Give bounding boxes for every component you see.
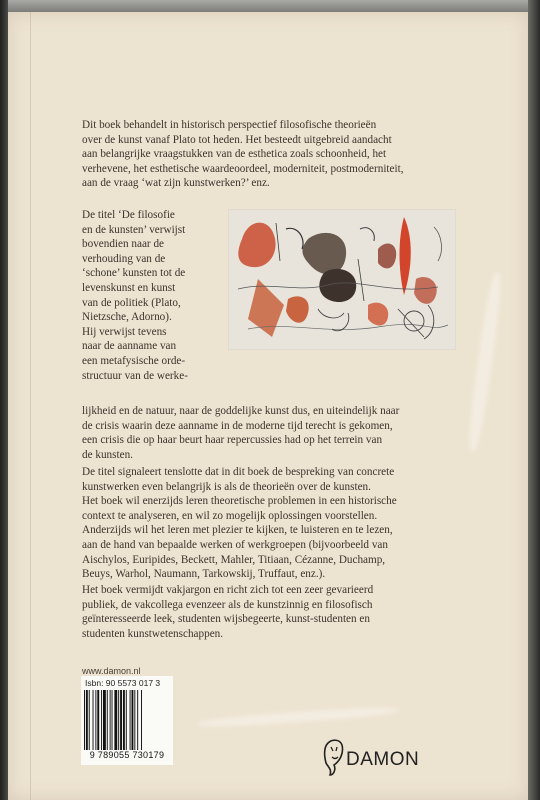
description-paragraph-2-narrow [82, 208, 222, 383]
isbn-number: Isbn: 90 5573 017 3 [85, 678, 161, 688]
text-line: kunstwerken even belangrijk is als de theorieën over de kunsten. [82, 480, 371, 493]
barcode-bar [112, 690, 113, 750]
barcode-label [81, 676, 173, 765]
barcode-bar [89, 690, 90, 750]
barcode-bar [130, 690, 131, 750]
book-right-edge [528, 0, 540, 800]
text-line: structuur van de werke- [82, 369, 188, 382]
text-line: verhevene, het esthetische waardeoordeel, moderniteit, postmoderniteit, [82, 162, 404, 175]
text-line: Anderzijds wil het leren met plezier te kijken, te luisteren en te lezen, [82, 524, 393, 537]
text-line: Aischylos, Euripides, Beckett, Mahler, Titiaan, Cézanne, Duchamp, [82, 553, 386, 566]
text-line: aan belangrijke vraagstukken van de esthetica zoals schoonheid, het [82, 148, 387, 161]
text-line: de crisis waarin deze aanname in de moderne tijd terecht is gekomen, [82, 419, 393, 432]
text-line: ‘schone’ kunsten tot de [82, 267, 186, 280]
text-line: context te analyseren, en wil zo mogelijk oplossingen voorstellen. [82, 509, 378, 522]
text-line: lijkheid en de natuur, naar de goddelijke kunst dus, en uiteindelijk naar [82, 405, 400, 417]
barcode-digits: 9 789055 730179 [89, 750, 165, 760]
spine-crease [30, 12, 31, 800]
barcode-bar [137, 690, 138, 750]
barcode-bar [141, 690, 142, 750]
barcode-bar [114, 690, 117, 750]
barcode-bar [120, 690, 122, 750]
text-line: levenskunst en kunst [82, 281, 176, 294]
text-line: geïnteresseerde leek, studenten wijsbegeerte, kunst-studenten en [82, 613, 370, 626]
text-line: over de kunst vanaf Plato tot heden. Het besteedt uitgebreid aandacht [82, 133, 392, 146]
damon-mask-icon [322, 737, 348, 777]
barcode-bar [95, 690, 96, 750]
description-paragraph-1 [82, 118, 472, 191]
barcode-bar [118, 690, 119, 750]
barcode-bar [134, 690, 135, 750]
text-line: naar de aanname van [82, 340, 177, 353]
barcode-image [83, 690, 171, 750]
cover-artwork-painting [228, 209, 456, 350]
shrinkwrap-glare [198, 705, 398, 729]
text-line: de kunsten. [82, 448, 133, 461]
text-line: een metafysische orde- [82, 354, 186, 367]
text-line: studenten kunstwetenschappen. [82, 627, 224, 640]
text-line: publiek, de vakcollega evenzeer als de kunstzinnig en filosofisch [82, 598, 373, 611]
text-line: en de kunsten’ verwijst [82, 223, 186, 236]
text-line: De titel signaleert tenslotte dat in dit boek de bespreking van concrete [82, 466, 395, 478]
publisher-logo [322, 737, 432, 777]
text-line: bovendien naar de [82, 238, 165, 251]
description-paragraph-2-wide [82, 404, 457, 462]
book-left-edge [0, 0, 8, 800]
barcode-bar [93, 690, 94, 750]
barcode-bar [107, 690, 108, 750]
text-line: Het boek vermijdt vakjargon en richt zich tot een zeer gevarieerd [82, 584, 374, 596]
barcode-bar [84, 690, 85, 750]
text-line: Beuys, Warhol, Naumann, Tarkowskij, Truffaut, enz.). [82, 568, 326, 581]
publisher-url: www.damon.nl [82, 666, 141, 676]
text-line: van de politiek (Plato, [82, 296, 181, 309]
barcode-bar [86, 690, 88, 750]
barcode-bar [132, 690, 134, 750]
publisher-logo-text: DAMON [346, 749, 420, 770]
barcode-bar [123, 690, 125, 750]
text-line: Het boek wil enerzijds leren theoretische problemen in een historische [82, 495, 397, 508]
text-line: verhouding van de [82, 252, 166, 265]
text-line: een crisis die op haar beurt haar repercussies had op het terrein van [82, 434, 383, 447]
text-line: De titel ‘De filosofie [82, 209, 175, 221]
text-line: aan de vraag ‘wat zijn kunstwerken?’ enz. [82, 177, 270, 190]
text-line: Dit boek behandelt in historisch perspectief filosofische theorieën [82, 119, 377, 131]
shrinkwrap-glare [466, 272, 505, 452]
barcode-bar [110, 690, 111, 750]
barcode-bar [101, 690, 102, 750]
text-line: aan de hand van bepaalde werken of werkgroepen (bijvoorbeeld van [82, 538, 388, 551]
text-line: Nietzsche, Adorno). [82, 311, 172, 324]
barcode-bar [126, 690, 127, 750]
barcode-bar [97, 690, 99, 750]
description-paragraph-3 [82, 465, 477, 582]
description-paragraph-4 [82, 583, 477, 641]
text-line: Hij verwijst tevens [82, 325, 167, 338]
barcode-bar [103, 690, 106, 750]
